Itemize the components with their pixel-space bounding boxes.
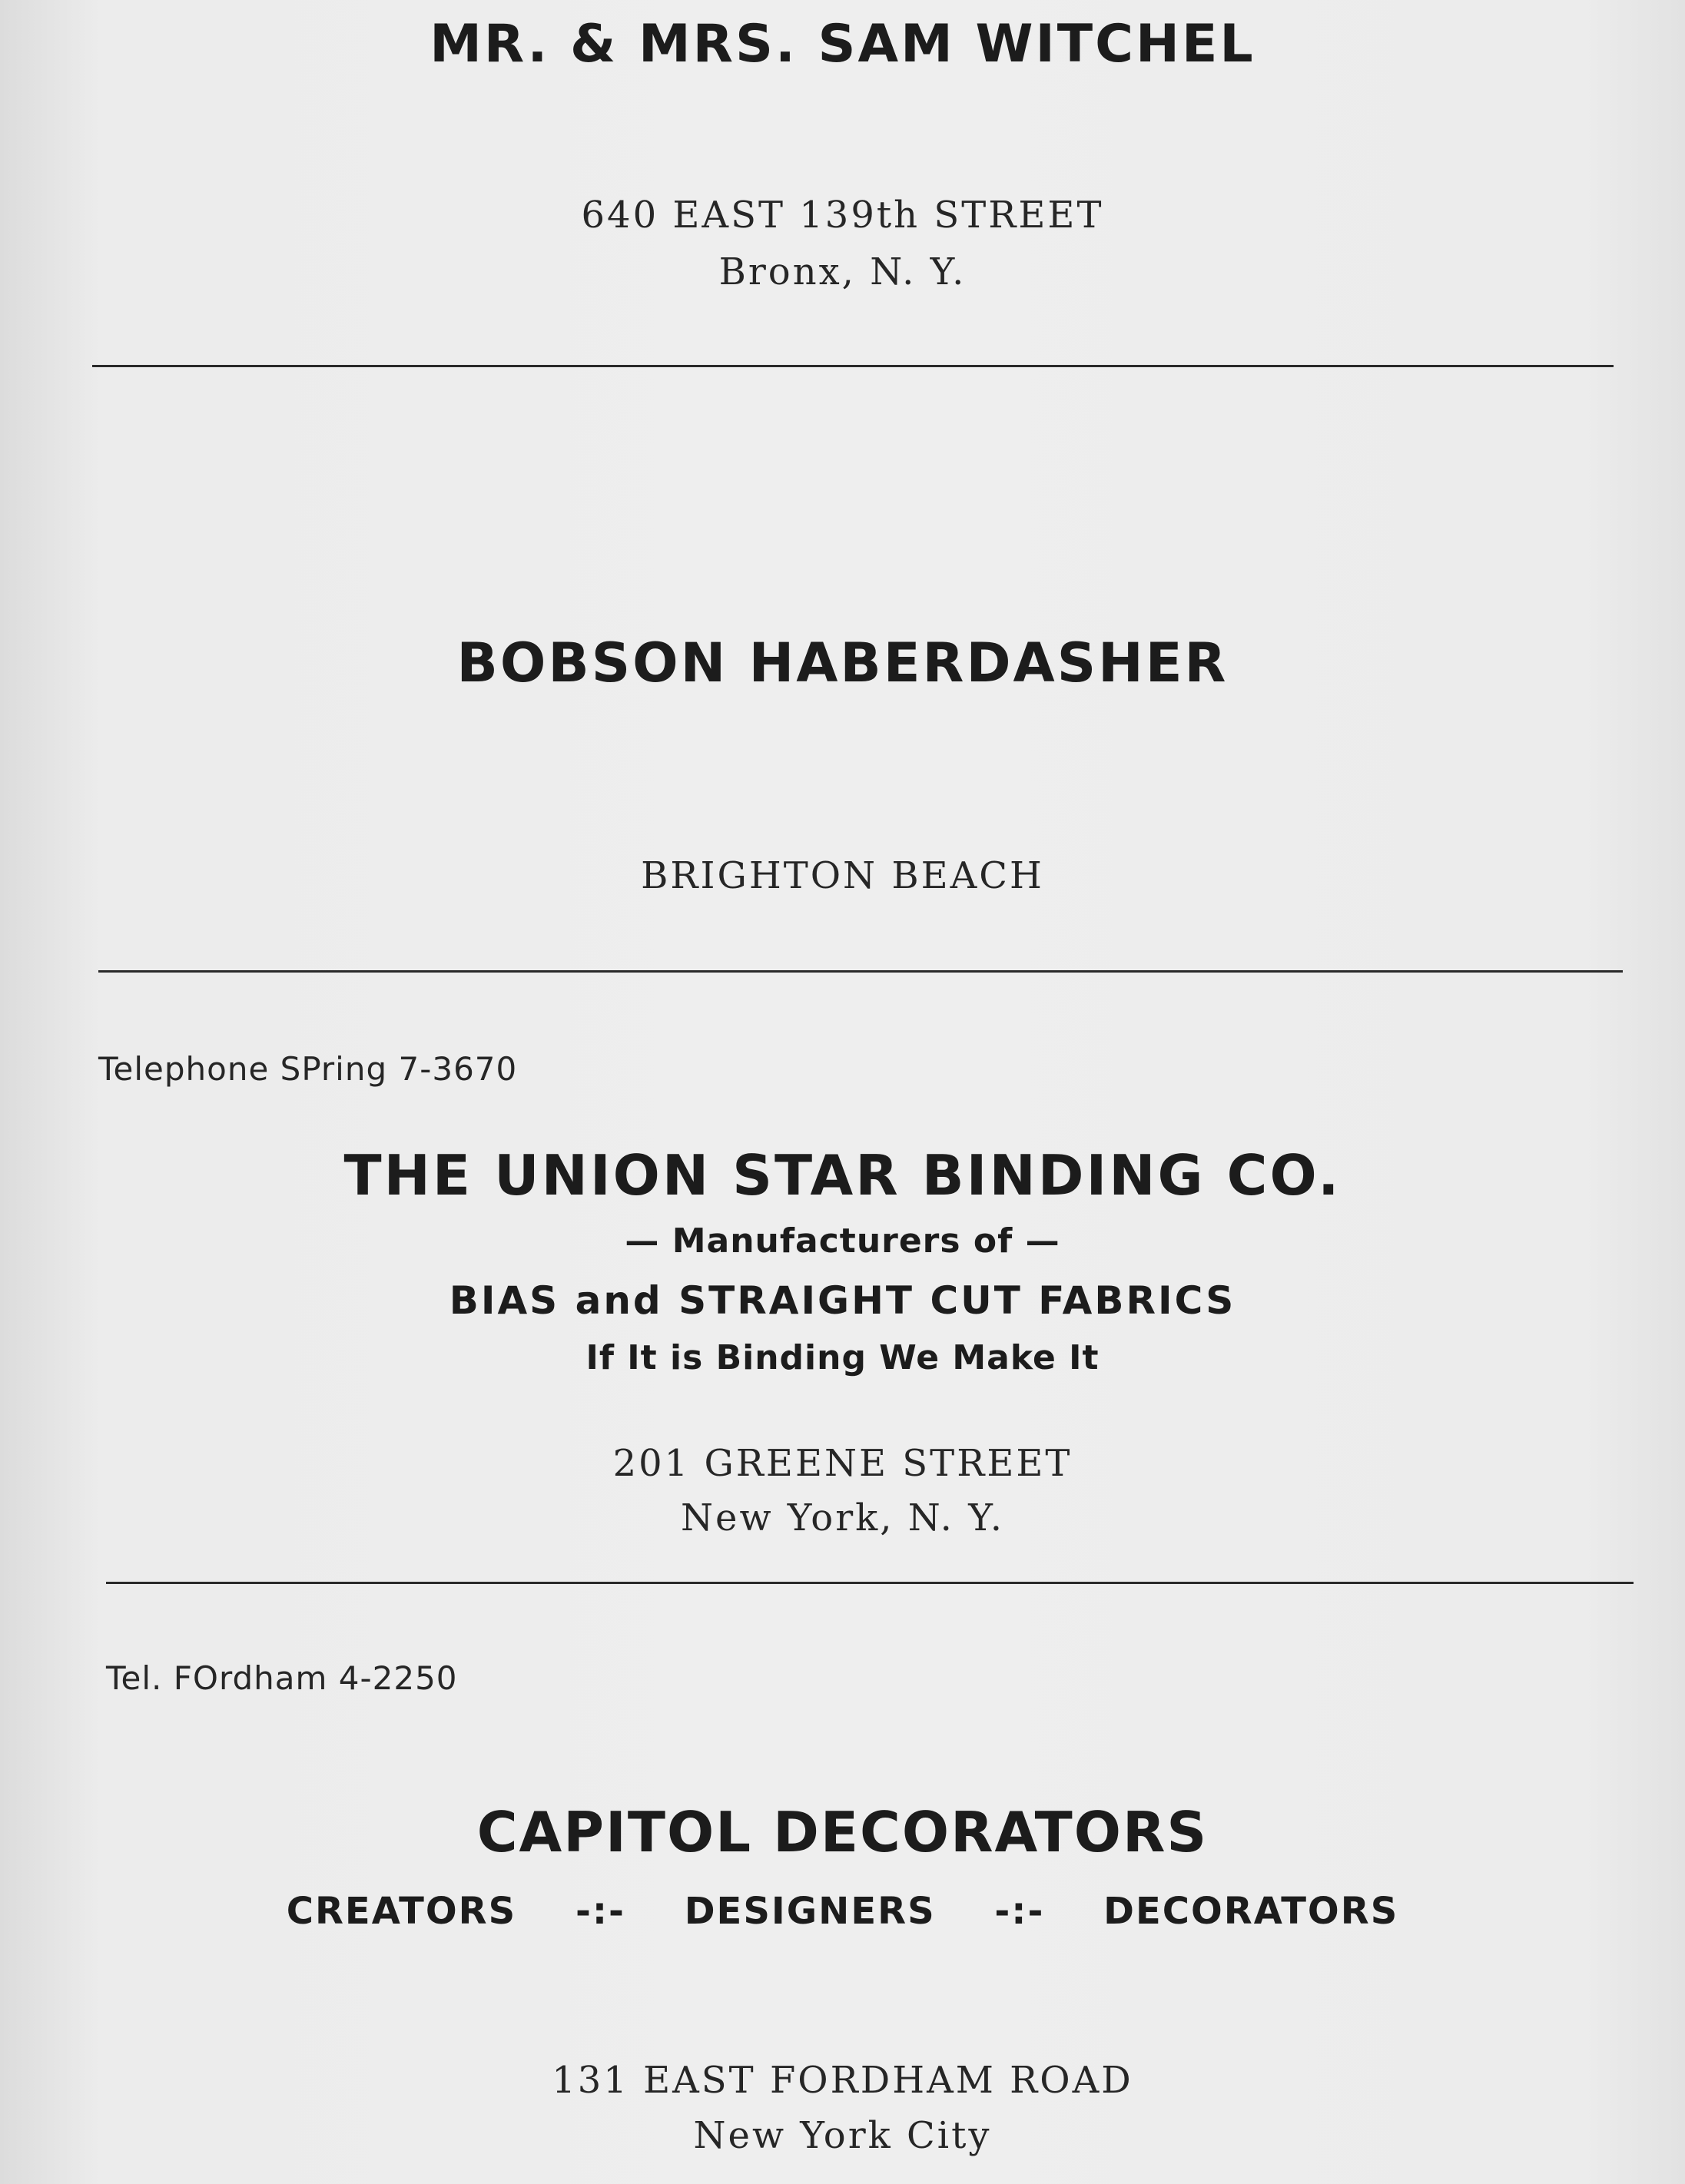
address-street: 640 EAST 139th STREET <box>581 194 1104 237</box>
tagline-fabrics: BIAS and STRAIGHT CUT FABRICS <box>449 1278 1236 1323</box>
address-city: New York, N. Y. <box>681 1496 1004 1539</box>
advertiser-name: BOBSON HABERDASHER <box>456 631 1229 694</box>
location-text: BRIGHTON BEACH <box>641 854 1044 897</box>
advertiser-name: CAPITOL DECORATORS <box>476 1800 1209 1864</box>
service-separator: -:- <box>994 1890 1045 1933</box>
address-street: 131 EAST FORDHAM ROAD <box>552 2059 1133 2102</box>
service-creators: CREATORS <box>286 1890 517 1933</box>
service-designers: DESIGNERS <box>684 1890 936 1933</box>
service-separator: -:- <box>575 1890 625 1933</box>
divider-rule <box>106 1582 1634 1584</box>
telephone-text: Tel. FOrdham 4-2250 <box>106 1659 458 1697</box>
advertiser-name: THE UNION STAR BINDING CO. <box>343 1143 1342 1208</box>
divider-rule <box>98 970 1623 973</box>
telephone-text: Telephone SPring 7-3670 <box>98 1050 518 1088</box>
address-city: New York City <box>693 2114 992 2157</box>
address-street: 201 GREENE STREET <box>612 1442 1073 1485</box>
tagline-binding: If It is Binding We Make It <box>585 1338 1100 1377</box>
service-decorators: DECORATORS <box>1103 1890 1399 1933</box>
advertiser-name: MR. & MRS. SAM WITCHEL <box>430 14 1255 75</box>
services-list <box>0 1890 1685 1933</box>
divider-rule <box>92 365 1614 367</box>
tagline-manufacturers: — Manufacturers of — <box>625 1221 1060 1261</box>
address-city: Bronx, N. Y. <box>718 250 967 293</box>
